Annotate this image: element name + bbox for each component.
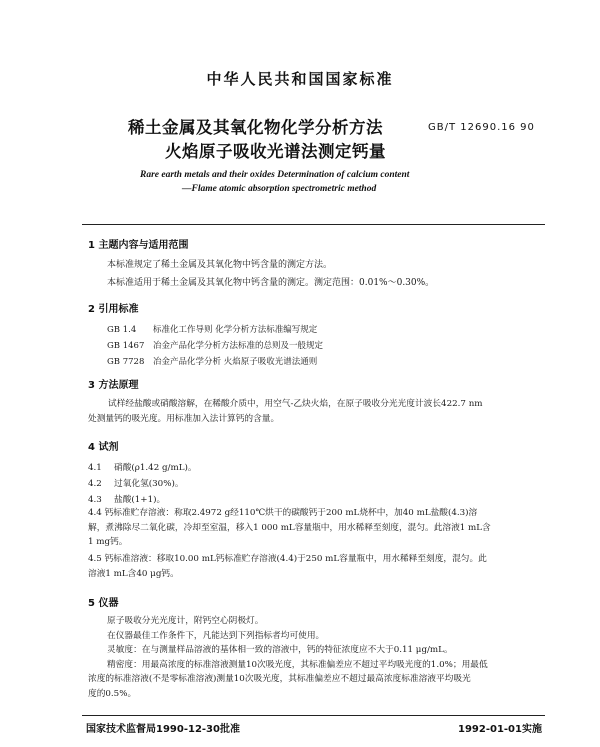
section-1-line: 本标准适用于稀土金属及其氧化物中钙含量的测定。测定范围：0.01%～0.30%。 [107,278,435,288]
paragraph-line: 灵敏度：在与测量样品溶液的基体相一致的溶液中，钙的特征浓度应不大于0.11 μg/mL。 [107,645,453,655]
paragraph-line: 原子吸收分光光度计，附钙空心阴极灯。 [107,616,264,626]
paragraph-line: 浓度的标准溶液(不是零标准溶液)测量10次吸光度，其标准偏差应不超过最高浓度标准溶液平均吸光 [88,674,471,684]
national-standard-heading: 中华人民共和国国家标准 [206,70,394,88]
header-divider [82,224,545,225]
reference-item [107,355,317,367]
section-5-heading: 5 仪器 [88,598,119,609]
english-title-line-1: Rare earth metals and their oxides Determination of calcium content [140,170,410,180]
approval-date: 国家技术监督局1990-12-30批准 [86,724,240,735]
title-line-1: 稀土金属及其氧化物化学分析方法 [128,118,383,137]
title-line-2: 火焰原子吸收光谱法测定钙量 [165,142,386,161]
implementation-date: 1992-01-01实施 [458,724,542,735]
reference-text: 冶金产品化学分析 火焰原子吸收光谱法通则 [153,357,318,367]
section-5-paragraph [88,614,488,701]
section-4-heading: 4 试剂 [88,442,119,453]
reagent-text: 过氧化氢(30%)。 [114,479,184,489]
reagent-item-4-4 [88,506,491,550]
paragraph-line: 试样经盐酸或硝酸溶解，在稀酸介质中，用空气-乙炔火焰，在原子吸收分光光度计波长422.7 nm [108,399,483,409]
paragraph-line: 在仪器最佳工作条件下，凡能达到下列指标者均可使用。 [107,630,325,641]
reagent-number: 4.3 [88,495,102,505]
reference-code: GB 1.4 [107,325,137,335]
reagent-item [88,461,197,473]
reagent-text: 硝酸(ρ1.42 g/mL)。 [114,463,197,473]
reagent-item [88,477,184,489]
paragraph-line: 1 mg钙。 [88,537,128,547]
reagent-item-4-5 [88,552,487,581]
paragraph-line: 处测量钙的吸光度。用标准加入法计算钙的含量。 [88,413,280,424]
reagent-item [88,493,165,505]
reference-text: 冶金产品化学分析方法标准的总则及一般规定 [153,341,324,351]
reference-item [107,323,317,335]
english-title-line-2: —Flame atomic absorption spectrometric method [182,184,377,194]
paragraph-line: 度的0.5%。 [88,688,137,699]
reference-text: 标准化工作导则 化学分析方法标准编写规定 [153,325,318,335]
standard-code: GB/T 12690.16 90 [428,122,535,133]
section-1-line: 本标准规定了稀土金属及其氧化物中钙含量的测定方法。 [107,260,333,270]
footer-divider [82,715,545,716]
reagent-number: 4.2 [88,479,102,489]
reference-code: GB 1467 [107,341,145,351]
section-3-paragraph [88,397,483,426]
reference-code: GB 7728 [107,357,145,367]
reference-item [107,339,323,351]
section-3-heading: 3 方法原理 [88,380,139,391]
section-1-heading: 1 主题内容与适用范围 [88,240,189,251]
reagent-text: 盐酸(1+1)。 [114,495,166,505]
paragraph-line: 4.5 钙标准溶液：移取10.00 mL钙标准贮存溶液(4.4)于250 mL容量瓶中，用水稀释至刻度，混匀。此 [88,554,487,564]
reagent-number: 4.1 [88,463,102,473]
paragraph-line: 溶液1 mL含40 μg钙。 [88,568,179,579]
paragraph-line: 解，煮沸除尽二氧化碳，冷却至室温，移入1 000 mL容量瓶中，用水稀释至刻度，混匀。此溶液1 mL含 [88,522,491,533]
paragraph-line: 4.4 钙标准贮存溶液：称取2.4972 g经110℃烘干的碳酸钙于200 mL烧杯中，加40 mL盐酸(4.3)溶 [88,508,478,518]
section-2-heading: 2 引用标准 [88,304,139,315]
paragraph-line: 精密度：用最高浓度的标准溶液测量10次吸光度，其标准偏差应不超过平均吸光度的1.0%；用最低 [107,659,488,670]
